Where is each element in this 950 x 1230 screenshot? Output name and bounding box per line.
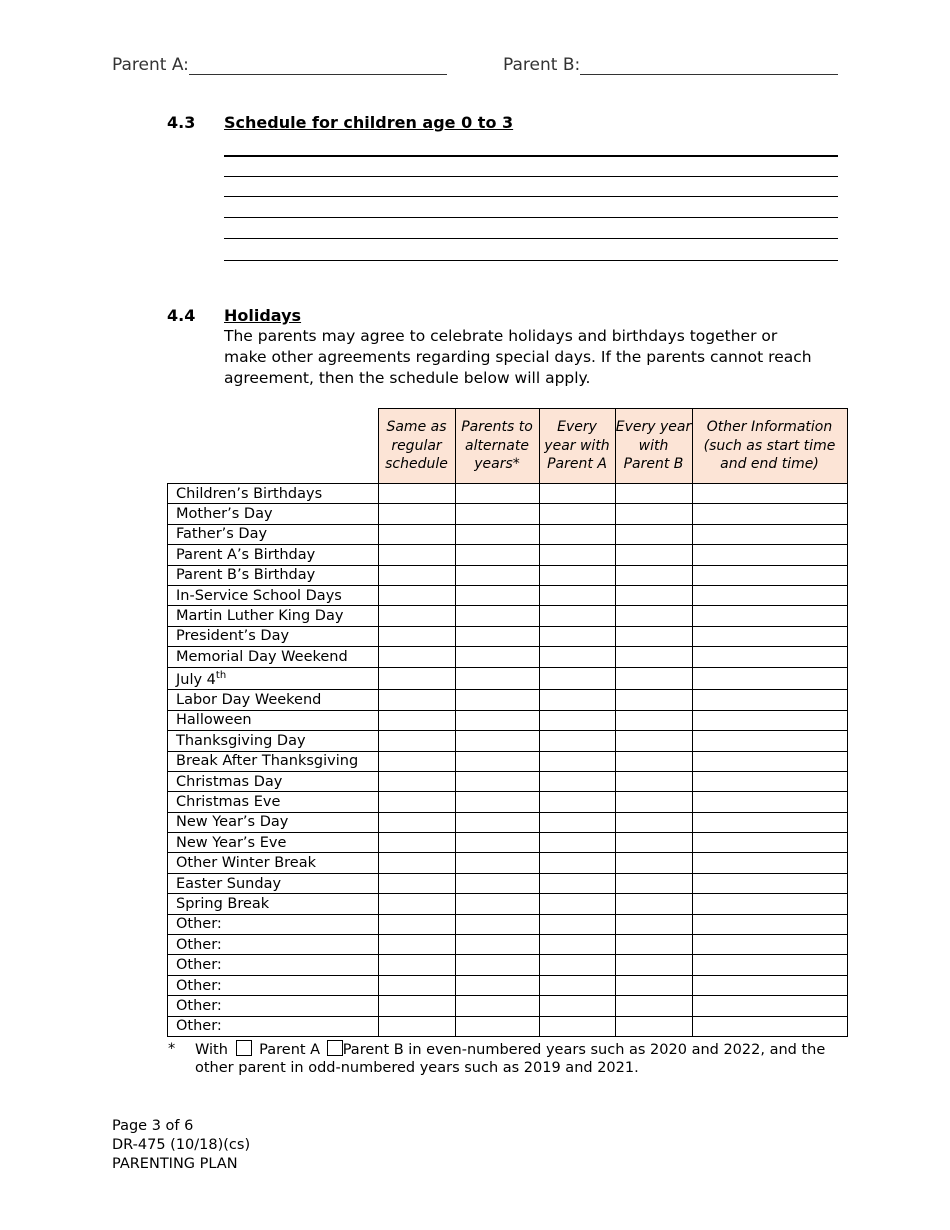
schedule-cell[interactable] xyxy=(615,667,692,690)
parent-b-header xyxy=(503,55,838,75)
schedule-cell[interactable] xyxy=(692,504,847,524)
schedule-cell[interactable] xyxy=(455,504,539,524)
schedule-cell[interactable] xyxy=(539,731,615,751)
holiday-label: In-Service School Days xyxy=(168,585,379,605)
schedule-cell[interactable] xyxy=(378,1016,455,1036)
schedule-cell[interactable] xyxy=(378,935,455,955)
schedule-cell[interactable] xyxy=(378,853,455,873)
form-name: PARENTING PLAN xyxy=(112,1156,238,1172)
schedule-cell[interactable] xyxy=(455,667,539,690)
holiday-label: President’s Day xyxy=(168,626,379,646)
schedule-cell[interactable] xyxy=(378,647,455,667)
schedule-cell[interactable] xyxy=(378,914,455,934)
schedule-cell[interactable] xyxy=(378,504,455,524)
schedule-cell[interactable] xyxy=(615,996,692,1016)
schedule-cell[interactable] xyxy=(615,524,692,544)
writing-line[interactable] xyxy=(224,176,838,177)
schedule-cell[interactable] xyxy=(455,524,539,544)
table-row xyxy=(168,690,848,710)
holiday-label: Labor Day Weekend xyxy=(168,690,379,710)
schedule-cell[interactable] xyxy=(378,731,455,751)
page-number: Page 3 of 6 xyxy=(112,1118,194,1134)
table-row xyxy=(168,873,848,893)
schedule-cell[interactable] xyxy=(378,792,455,812)
schedule-cell[interactable] xyxy=(378,710,455,730)
table-row xyxy=(168,792,848,812)
column-header: Same as regular schedule xyxy=(378,409,455,484)
schedule-cell[interactable] xyxy=(615,914,692,934)
writing-line[interactable] xyxy=(224,238,838,239)
holiday-label: Thanksgiving Day xyxy=(168,731,379,751)
schedule-cell[interactable] xyxy=(378,771,455,791)
schedule-cell[interactable] xyxy=(455,873,539,893)
schedule-cell[interactable] xyxy=(455,545,539,565)
table-row xyxy=(168,771,848,791)
schedule-cell[interactable] xyxy=(615,647,692,667)
schedule-cell[interactable] xyxy=(539,545,615,565)
schedule-cell[interactable] xyxy=(378,894,455,914)
schedule-cell[interactable] xyxy=(539,812,615,832)
schedule-cell[interactable] xyxy=(539,751,615,771)
section-4-3-number: 4.3 xyxy=(167,113,196,132)
schedule-cell[interactable] xyxy=(692,873,847,893)
schedule-cell[interactable] xyxy=(539,853,615,873)
schedule-cell[interactable] xyxy=(455,914,539,934)
schedule-cell[interactable] xyxy=(378,833,455,853)
schedule-cell[interactable] xyxy=(455,833,539,853)
schedule-cell[interactable] xyxy=(692,647,847,667)
schedule-cell[interactable] xyxy=(378,955,455,975)
schedule-cell[interactable] xyxy=(615,545,692,565)
schedule-cell[interactable] xyxy=(539,996,615,1016)
schedule-cell[interactable] xyxy=(455,935,539,955)
schedule-cell[interactable] xyxy=(378,626,455,646)
schedule-cell[interactable] xyxy=(378,484,455,504)
holiday-label: Other: xyxy=(168,914,379,934)
footnote-line-2: other parent in odd-numbered years such as 2019 and 2021. xyxy=(195,1060,639,1076)
schedule-cell[interactable] xyxy=(615,484,692,504)
schedule-cell[interactable] xyxy=(455,647,539,667)
schedule-cell[interactable] xyxy=(692,894,847,914)
schedule-cell[interactable] xyxy=(692,690,847,710)
schedule-cell[interactable] xyxy=(539,1016,615,1036)
holiday-label: Christmas Day xyxy=(168,771,379,791)
writing-line[interactable] xyxy=(224,155,838,157)
holiday-label: Other: xyxy=(168,975,379,995)
holiday-label: Parent B’s Birthday xyxy=(168,565,379,585)
holiday-label: Father’s Day xyxy=(168,524,379,544)
schedule-cell[interactable] xyxy=(692,812,847,832)
schedule-cell[interactable] xyxy=(378,751,455,771)
schedule-cell[interactable] xyxy=(692,710,847,730)
schedule-cell[interactable] xyxy=(455,853,539,873)
schedule-cell[interactable] xyxy=(692,524,847,544)
holiday-label: Other: xyxy=(168,996,379,1016)
schedule-cell[interactable] xyxy=(378,565,455,585)
schedule-cell[interactable] xyxy=(692,771,847,791)
schedule-cell[interactable] xyxy=(378,545,455,565)
schedule-cell[interactable] xyxy=(692,626,847,646)
schedule-cell[interactable] xyxy=(692,484,847,504)
schedule-cell[interactable] xyxy=(455,975,539,995)
schedule-cell[interactable] xyxy=(615,690,692,710)
schedule-cell[interactable] xyxy=(692,955,847,975)
parent-a-checkbox[interactable] xyxy=(236,1040,252,1056)
schedule-cell[interactable] xyxy=(615,710,692,730)
column-header: Every year with Parent B xyxy=(615,409,692,484)
section-4-3-title: Schedule for children age 0 to 3 xyxy=(224,113,514,132)
schedule-cell[interactable] xyxy=(378,606,455,626)
holiday-schedule-table xyxy=(167,408,848,1037)
schedule-cell[interactable] xyxy=(455,771,539,791)
table-row xyxy=(168,606,848,626)
holiday-label: Other: xyxy=(168,955,379,975)
holiday-label: Break After Thanksgiving xyxy=(168,751,379,771)
holiday-label-visual: July 4th xyxy=(176,670,227,689)
schedule-cell[interactable] xyxy=(615,1016,692,1036)
schedule-cell[interactable] xyxy=(455,1016,539,1036)
schedule-cell[interactable] xyxy=(615,585,692,605)
schedule-cell[interactable] xyxy=(455,731,539,751)
table-row xyxy=(168,751,848,771)
schedule-cell[interactable] xyxy=(378,524,455,544)
holiday-label: Spring Break xyxy=(168,894,379,914)
holiday-label: Other: xyxy=(168,1016,379,1036)
schedule-cell[interactable] xyxy=(615,565,692,585)
schedule-cell[interactable] xyxy=(539,585,615,605)
schedule-cell[interactable] xyxy=(455,710,539,730)
schedule-cell[interactable] xyxy=(455,484,539,504)
schedule-cell[interactable] xyxy=(539,647,615,667)
table-row xyxy=(168,853,848,873)
table-row xyxy=(168,545,848,565)
schedule-cell[interactable] xyxy=(378,585,455,605)
holiday-label: Children’s Birthdays xyxy=(168,484,379,504)
schedule-cell[interactable] xyxy=(692,606,847,626)
table-corner xyxy=(168,409,379,484)
holiday-label: Parent A’s Birthday xyxy=(168,545,379,565)
holiday-label: Christmas Eve xyxy=(168,792,379,812)
schedule-cell[interactable] xyxy=(692,731,847,751)
schedule-cell[interactable] xyxy=(539,606,615,626)
schedule-cell[interactable] xyxy=(378,812,455,832)
section-4-4-number: 4.4 xyxy=(167,306,196,325)
schedule-cell[interactable] xyxy=(539,484,615,504)
schedule-cell[interactable] xyxy=(539,771,615,791)
parent-b-checkbox[interactable] xyxy=(327,1040,343,1056)
schedule-cell[interactable] xyxy=(455,894,539,914)
schedule-cell[interactable] xyxy=(692,833,847,853)
table-row xyxy=(168,524,848,544)
table-row xyxy=(168,914,848,934)
holidays-paragraph: The parents may agree to celebrate holidays and birthdays together or make other agreements regarding special days. If the parents cannot reach agreement, then the schedule below will apply. xyxy=(224,327,812,387)
schedule-cell[interactable] xyxy=(692,1016,847,1036)
holiday-label: Other: xyxy=(168,935,379,955)
schedule-cell[interactable] xyxy=(615,626,692,646)
table-row xyxy=(168,504,848,524)
schedule-cell[interactable] xyxy=(455,996,539,1016)
schedule-cell[interactable] xyxy=(539,626,615,646)
form-id: DR-475 (10/18)(cs) xyxy=(112,1137,251,1153)
table-row xyxy=(168,647,848,667)
writing-line[interactable] xyxy=(224,217,838,218)
holiday-label: New Year’s Eve xyxy=(168,833,379,853)
schedule-cell[interactable] xyxy=(539,935,615,955)
schedule-cell[interactable] xyxy=(692,935,847,955)
schedule-cell[interactable] xyxy=(615,853,692,873)
holiday-label: Other Winter Break xyxy=(168,853,379,873)
schedule-cell[interactable] xyxy=(615,894,692,914)
schedule-cell[interactable] xyxy=(692,975,847,995)
table-header-row xyxy=(168,409,848,484)
schedule-cell[interactable] xyxy=(615,873,692,893)
table-row xyxy=(168,935,848,955)
schedule-cell[interactable] xyxy=(455,565,539,585)
table-row xyxy=(168,585,848,605)
column-header: Parents to alternate years* xyxy=(455,409,539,484)
section-4-4-title: Holidays xyxy=(224,306,302,325)
schedule-cell[interactable] xyxy=(692,996,847,1016)
schedule-cell[interactable] xyxy=(378,975,455,995)
parent-b-name-field[interactable] xyxy=(580,56,838,75)
table-row xyxy=(168,626,848,646)
parent-a-header xyxy=(112,55,447,75)
schedule-cell[interactable] xyxy=(539,667,615,690)
schedule-cell[interactable] xyxy=(615,935,692,955)
schedule-cell[interactable] xyxy=(615,751,692,771)
schedule-cell[interactable] xyxy=(615,606,692,626)
schedule-cell[interactable] xyxy=(455,626,539,646)
holiday-label xyxy=(168,667,379,690)
footnote-line-1 xyxy=(195,1040,825,1060)
schedule-cell[interactable] xyxy=(692,914,847,934)
holiday-label: Halloween xyxy=(168,710,379,730)
schedule-cell[interactable] xyxy=(692,565,847,585)
table-row xyxy=(168,667,848,690)
schedule-cell[interactable] xyxy=(539,524,615,544)
schedule-cell[interactable] xyxy=(455,792,539,812)
schedule-cell[interactable] xyxy=(539,975,615,995)
schedule-cell[interactable] xyxy=(539,792,615,812)
schedule-cell[interactable] xyxy=(692,585,847,605)
table-row xyxy=(168,955,848,975)
parent-a-name-field[interactable] xyxy=(189,56,447,75)
schedule-cell[interactable] xyxy=(539,914,615,934)
footnote-parent-a: Parent A xyxy=(259,1042,321,1058)
column-header: Other Information (such as start time and end time) xyxy=(692,409,847,484)
parent-b-label: Parent B: xyxy=(503,55,581,75)
schedule-cell[interactable] xyxy=(539,873,615,893)
parent-a-label: Parent A: xyxy=(112,55,189,75)
schedule-cell[interactable] xyxy=(692,792,847,812)
schedule-cell[interactable] xyxy=(539,710,615,730)
schedule-cell[interactable] xyxy=(539,565,615,585)
schedule-cell[interactable] xyxy=(455,690,539,710)
table-row xyxy=(168,833,848,853)
holiday-label: Mother’s Day xyxy=(168,504,379,524)
schedule-cell[interactable] xyxy=(615,955,692,975)
table-row xyxy=(168,812,848,832)
schedule-cell[interactable] xyxy=(455,751,539,771)
schedule-cell[interactable] xyxy=(615,771,692,791)
table-row xyxy=(168,484,848,504)
schedule-cell[interactable] xyxy=(378,667,455,690)
holiday-label: Easter Sunday xyxy=(168,873,379,893)
schedule-cell[interactable] xyxy=(539,955,615,975)
writing-line[interactable] xyxy=(224,196,838,197)
schedule-cell[interactable] xyxy=(615,792,692,812)
schedule-cell[interactable] xyxy=(378,690,455,710)
schedule-cell[interactable] xyxy=(455,606,539,626)
schedule-cell[interactable] xyxy=(692,751,847,771)
schedule-cell[interactable] xyxy=(455,812,539,832)
schedule-cell[interactable] xyxy=(692,667,847,690)
schedule-cell[interactable] xyxy=(539,504,615,524)
footnote-marker: * xyxy=(168,1041,176,1057)
table-row xyxy=(168,975,848,995)
footnote-parent-b: Parent B in even-numbered years such as 2020 and 2022, and the xyxy=(342,1042,826,1058)
table-row xyxy=(168,565,848,585)
holiday-label: Martin Luther King Day xyxy=(168,606,379,626)
schedule-cell[interactable] xyxy=(378,873,455,893)
schedule-cell[interactable] xyxy=(692,545,847,565)
table-row xyxy=(168,731,848,751)
writing-line[interactable] xyxy=(224,260,838,261)
schedule-cell[interactable] xyxy=(615,731,692,751)
holiday-label: Memorial Day Weekend xyxy=(168,647,379,667)
column-header: Every year with Parent A xyxy=(539,409,615,484)
page-footer xyxy=(112,1117,250,1174)
schedule-cell[interactable] xyxy=(539,833,615,853)
schedule-cell[interactable] xyxy=(378,996,455,1016)
schedule-cell[interactable] xyxy=(615,504,692,524)
schedule-cell[interactable] xyxy=(455,955,539,975)
table-row xyxy=(168,710,848,730)
schedule-cell[interactable] xyxy=(615,833,692,853)
schedule-cell[interactable] xyxy=(539,690,615,710)
footnote-with: With xyxy=(195,1042,228,1058)
holiday-label: New Year’s Day xyxy=(168,812,379,832)
table-row xyxy=(168,1016,848,1036)
table-row xyxy=(168,894,848,914)
schedule-cell[interactable] xyxy=(692,853,847,873)
schedule-cell[interactable] xyxy=(615,812,692,832)
table-row xyxy=(168,996,848,1016)
schedule-cell[interactable] xyxy=(455,585,539,605)
schedule-cell[interactable] xyxy=(539,894,615,914)
schedule-cell[interactable] xyxy=(615,975,692,995)
